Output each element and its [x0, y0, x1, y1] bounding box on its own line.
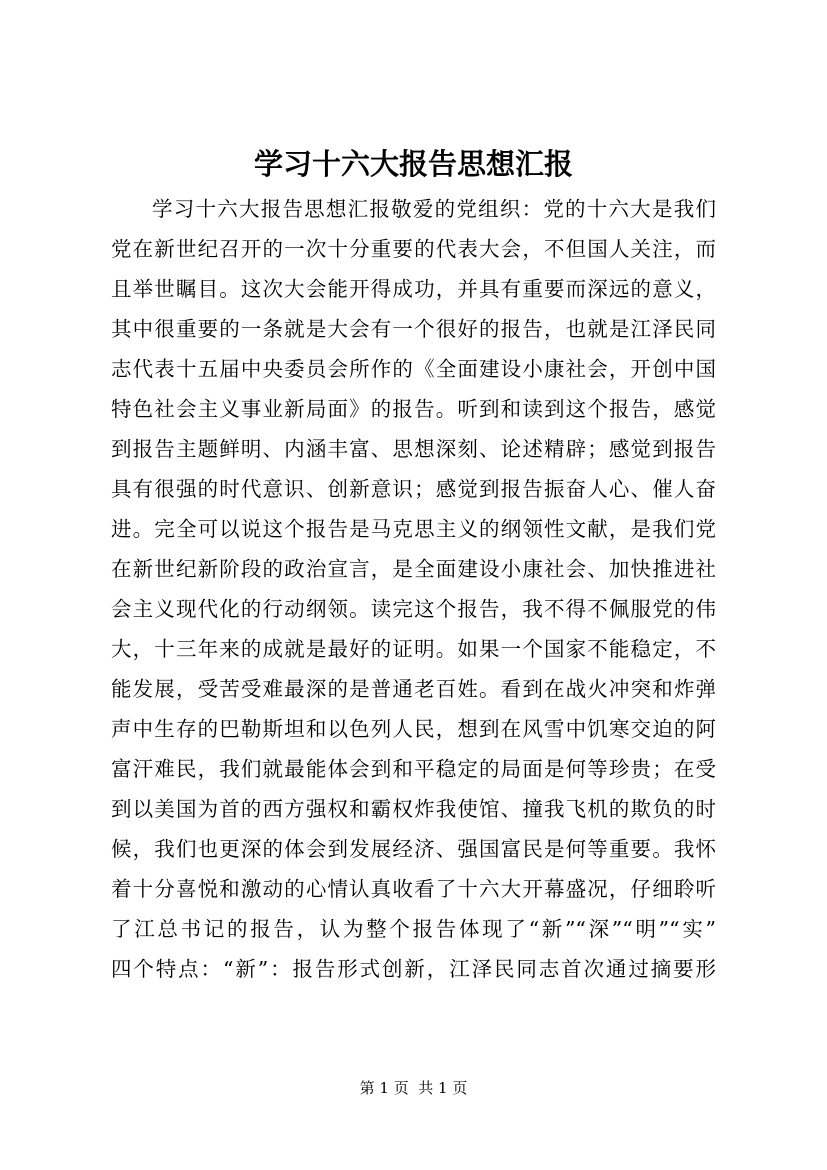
body-line: 在新世纪新阶段的政治宣言，是全面建设小康社会、加快推进社 — [111, 557, 716, 581]
body-line: 志代表十五届中央委员会所作的《全面建设小康社会，开创中国 — [111, 357, 716, 381]
body-line: 能发展，受苦受难最深的是普通老百姓。看到在战火冲突和炸弹 — [111, 677, 716, 701]
body-line: 候，我们也更深的体会到发展经济、强国富民是何等重要。我怀 — [111, 837, 716, 861]
body-line: 会主义现代化的行动纲领。读完这个报告，我不得不佩服党的伟 — [111, 597, 716, 621]
body-line: 具有很强的时代意识、创新意识；感觉到报告振奋人心、催人奋 — [111, 477, 716, 501]
body-line: 进。完全可以说这个报告是马克思主义的纲领性文献，是我们党 — [111, 517, 716, 541]
body-line: 声中生存的巴勒斯坦和以色列人民，想到在风雪中饥寒交迫的阿 — [111, 717, 716, 741]
document-body — [111, 189, 716, 989]
body-line: 四个特点：“新”：报告形式创新，江泽民同志首次通过摘要形 — [111, 957, 716, 981]
body-line: 大，十三年来的成就是最好的证明。如果一个国家不能稳定，不 — [111, 637, 716, 661]
body-line: 学习十六大报告思想汇报敬爱的党组织：党的十六大是我们 — [152, 197, 716, 221]
body-line: 特色社会主义事业新局面》的报告。听到和读到这个报告，感觉 — [111, 397, 716, 421]
body-line: 且举世瞩目。这次大会能开得成功，并具有重要而深远的意义， — [111, 277, 716, 301]
body-line: 到报告主题鲜明、内涵丰富、思想深刻、论述精辟；感觉到报告 — [111, 437, 716, 461]
body-line: 了江总书记的报告，认为整个报告体现了“新”“深”“明”“实” — [111, 917, 716, 941]
page-number-footer: 第 1 页 共 1 页 — [359, 1079, 468, 1097]
body-line: 其中很重要的一条就是大会有一个很好的报告，也就是江泽民同 — [111, 317, 716, 341]
body-line: 到以美国为首的西方强权和霸权炸我使馆、撞我飞机的欺负的时 — [111, 797, 716, 821]
body-line: 富汗难民，我们就最能体会到和平稳定的局面是何等珍贵；在受 — [111, 757, 716, 781]
body-line: 着十分喜悦和激动的心情认真收看了十六大开幕盛况，仔细聆听 — [111, 877, 716, 901]
body-line: 党在新世纪召开的一次十分重要的代表大会，不但国人关注，而 — [111, 237, 716, 261]
document-title: 学习十六大报告思想汇报 — [253, 147, 573, 181]
